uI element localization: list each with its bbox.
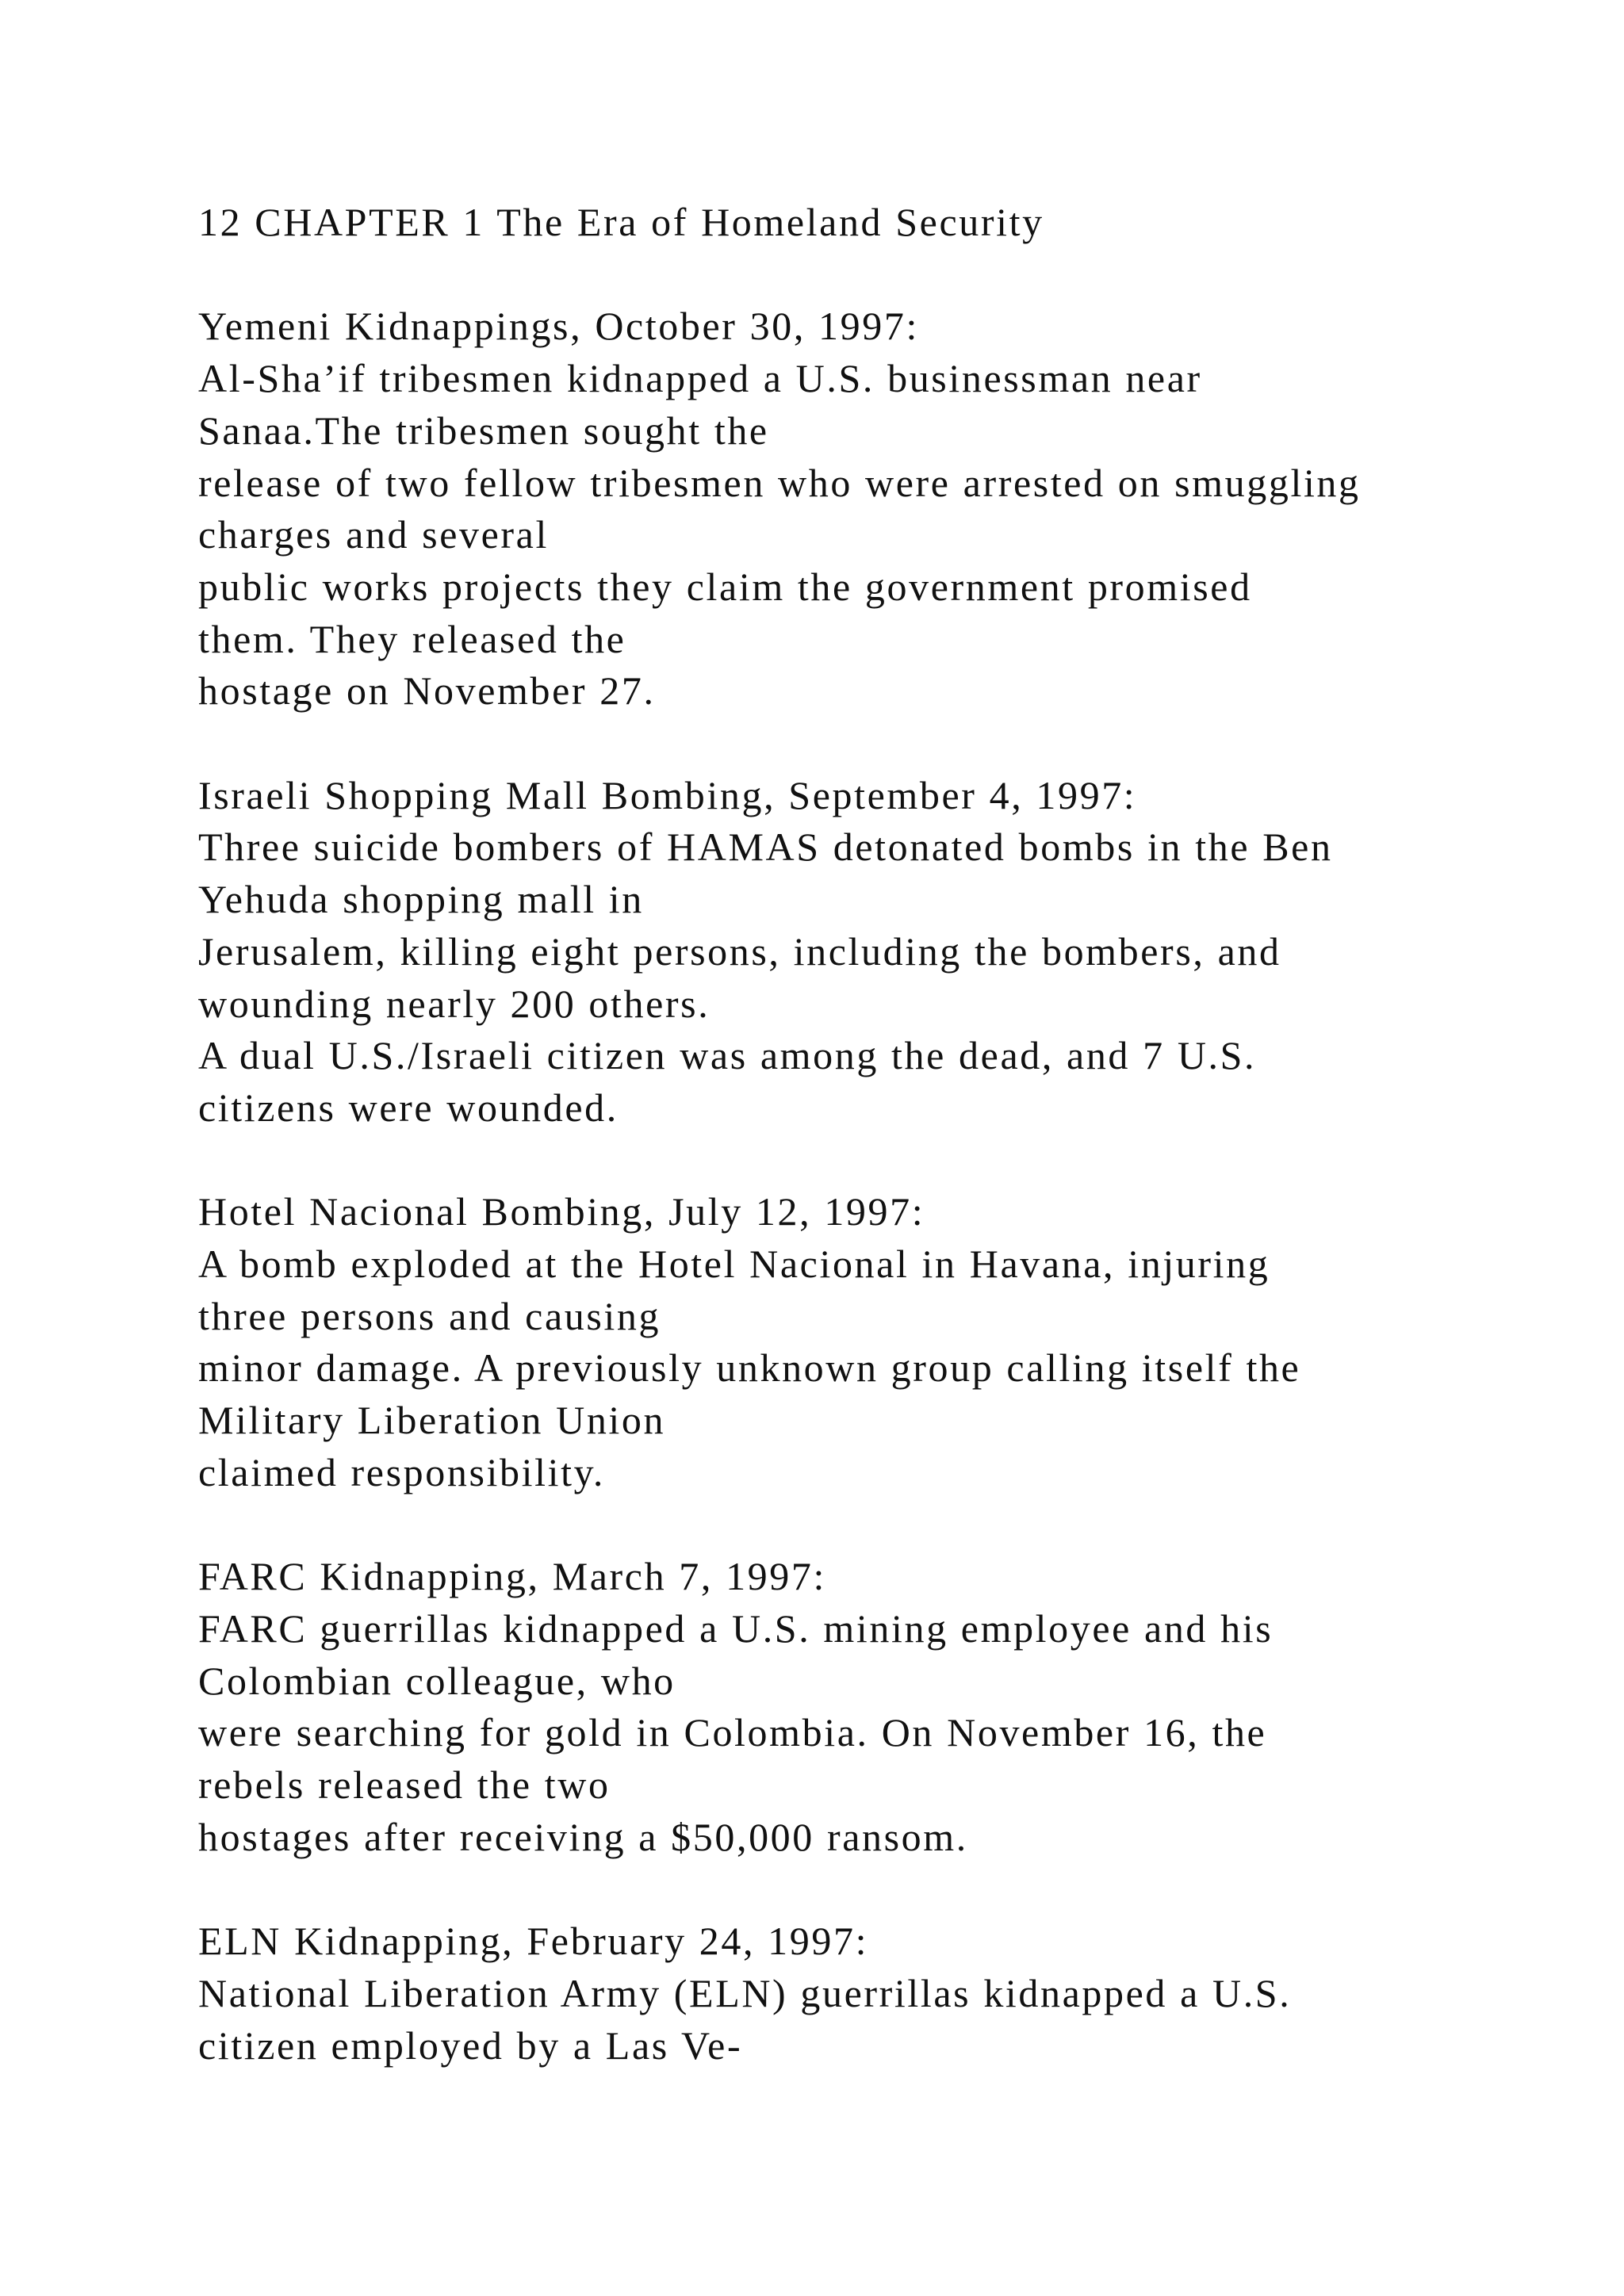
body-line: minor damage. A previously unknown group calling itself the	[198, 1345, 1301, 1391]
section-heading-hotel-nacional-bombing: Hotel Nacional Bombing, July 12, 1997:	[198, 1189, 925, 1234]
body-line: three persons and causing	[198, 1293, 661, 1338]
body-line: claimed responsibility.	[198, 1449, 606, 1494]
document-body	[198, 197, 1546, 2072]
paragraph-gap	[198, 718, 1546, 770]
body-line: citizens were wounded.	[198, 1085, 619, 1130]
body-line: public works projects they claim the government promised	[198, 564, 1252, 609]
body-line: release of two fellow tribesmen who were arrested on smuggling	[198, 460, 1361, 505]
body-line: A bomb exploded at the Hotel Nacional in Havana, injuring	[198, 1242, 1270, 1287]
paragraph-gap	[198, 249, 1546, 301]
body-line: rebels released the two	[198, 1762, 611, 1808]
body-line: A dual U.S./Israeli citizen was among the dead, and 7 U.S.	[198, 1033, 1257, 1078]
section-heading-farc-kidnapping: FARC Kidnapping, March 7, 1997:	[198, 1554, 826, 1599]
body-line: Military Liberation Union	[198, 1398, 666, 1443]
body-line: National Liberation Army (ELN) guerrillas kidnapped a U.S.	[198, 1970, 1292, 2015]
body-line: Three suicide bombers of HAMAS detonated bombs in the Ben	[198, 825, 1333, 870]
paragraph-gap	[198, 1863, 1546, 1915]
page-header: 12 CHAPTER 1 The Era of Homeland Security	[198, 200, 1044, 244]
body-line: Jerusalem, killing eight persons, including the bombers, and	[198, 928, 1281, 974]
body-line: FARC guerrillas kidnapped a U.S. mining employee and his	[198, 1605, 1274, 1651]
body-line: wounding nearly 200 others.	[198, 981, 710, 1026]
body-line: charges and several	[198, 512, 549, 557]
paragraph-gap	[198, 1499, 1546, 1552]
section-heading-yemeni-kidnappings: Yemeni Kidnappings, October 30, 1997:	[198, 304, 919, 349]
body-line: them. They released the	[198, 616, 626, 661]
paragraph-gap	[198, 1135, 1546, 1187]
section-heading-eln-kidnapping: ELN Kidnapping, February 24, 1997:	[198, 1919, 869, 1964]
body-line: Yehuda shopping mall in	[198, 877, 644, 922]
body-line: were searching for gold in Colombia. On November 16, the	[198, 1710, 1267, 1755]
body-line: hostages after receiving a $50,000 ransom.	[198, 1814, 968, 1859]
body-line: Sanaa.The tribesmen sought the	[198, 408, 769, 453]
section-heading-israeli-mall-bombing: Israeli Shopping Mall Bombing, September 4, 1997:	[198, 772, 1137, 817]
body-line: hostage on November 27.	[198, 668, 656, 714]
body-line: Al-Sha’if tribesmen kidnapped a U.S. businessman near	[198, 356, 1202, 401]
body-line: Colombian colleague, who	[198, 1658, 676, 1703]
body-line: citizen employed by a Las Ve-	[198, 2022, 743, 2068]
